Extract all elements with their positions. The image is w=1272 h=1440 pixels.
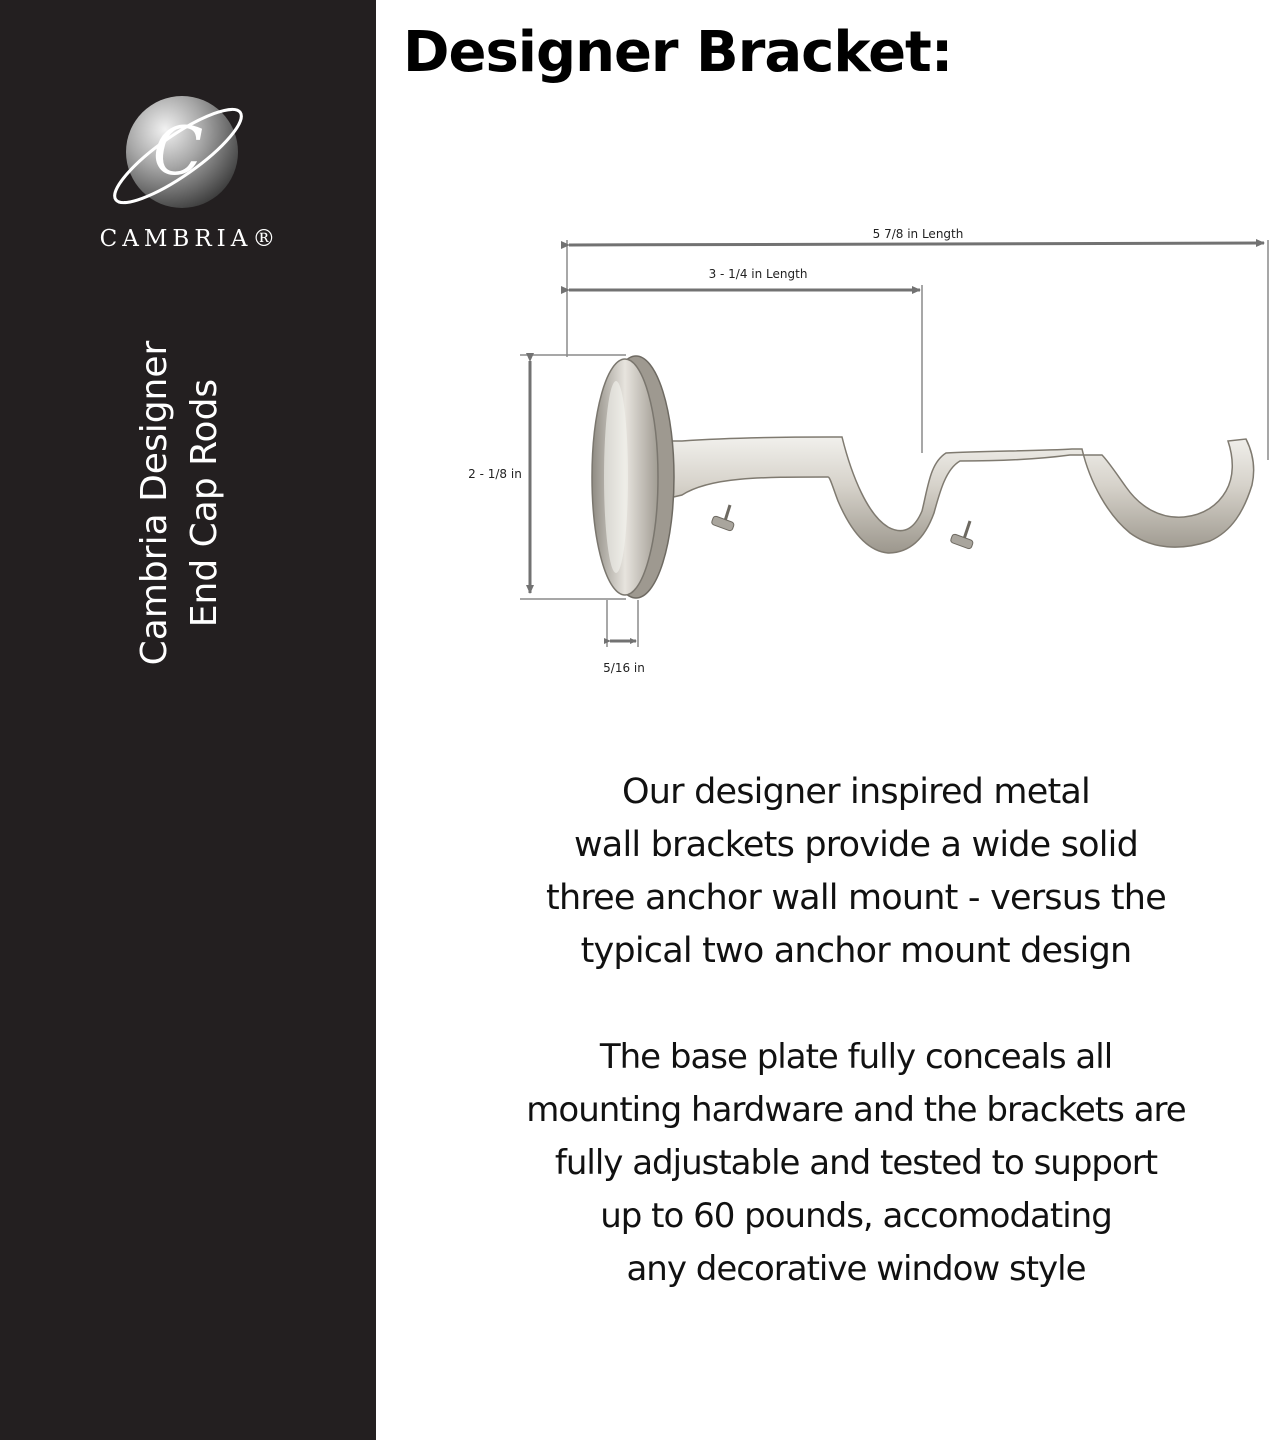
height-dimension: [468, 361, 530, 593]
vertical-title-line2: End Cap Rods: [184, 378, 225, 628]
sidebar: [0, 0, 376, 1440]
overall-length-label: 5 7/8 in Length: [872, 227, 964, 241]
description-line: Our designer inspired metal: [622, 772, 1090, 812]
logo-letter: C: [152, 113, 204, 190]
inner-length-label: 3 - 1/4 in Length: [708, 267, 808, 281]
description-line: up to 60 pounds, accomodating: [600, 1196, 1112, 1236]
description-line: any decorative window style: [626, 1249, 1086, 1289]
height-label: 2 - 1/8 in: [468, 467, 522, 481]
description-line: typical two anchor mount design: [580, 931, 1132, 971]
cambria-logo: [94, 96, 254, 208]
vertical-title-line1: Cambria Designer: [134, 340, 175, 666]
description-line: The base plate fully conceals all: [599, 1037, 1113, 1077]
description-line: fully adjustable and tested to support: [554, 1143, 1158, 1183]
description-line: three anchor wall mount - versus the: [546, 878, 1166, 918]
overall-length-dimension: [569, 227, 1264, 245]
description-line: mounting hardware and the brackets are: [526, 1090, 1186, 1130]
base-depth-label: 5/16 in: [603, 661, 645, 675]
page-title: Designer Bracket:: [403, 20, 953, 85]
brand-name: CAMBRIA®: [99, 226, 281, 252]
bracket-diagram: [440, 215, 1272, 685]
bracket-illustration: [592, 356, 1254, 598]
sidebar-vertical-title: [130, 293, 230, 713]
description-paragraph-2: [440, 1031, 1272, 1296]
description-paragraph-1: [440, 766, 1272, 978]
description-line: wall brackets provide a wide solid: [573, 825, 1139, 865]
bracket-arm: [622, 437, 1254, 553]
plate-highlight: [604, 381, 628, 573]
logo-emblem-icon: [94, 96, 254, 208]
inner-length-dimension: [569, 267, 920, 290]
